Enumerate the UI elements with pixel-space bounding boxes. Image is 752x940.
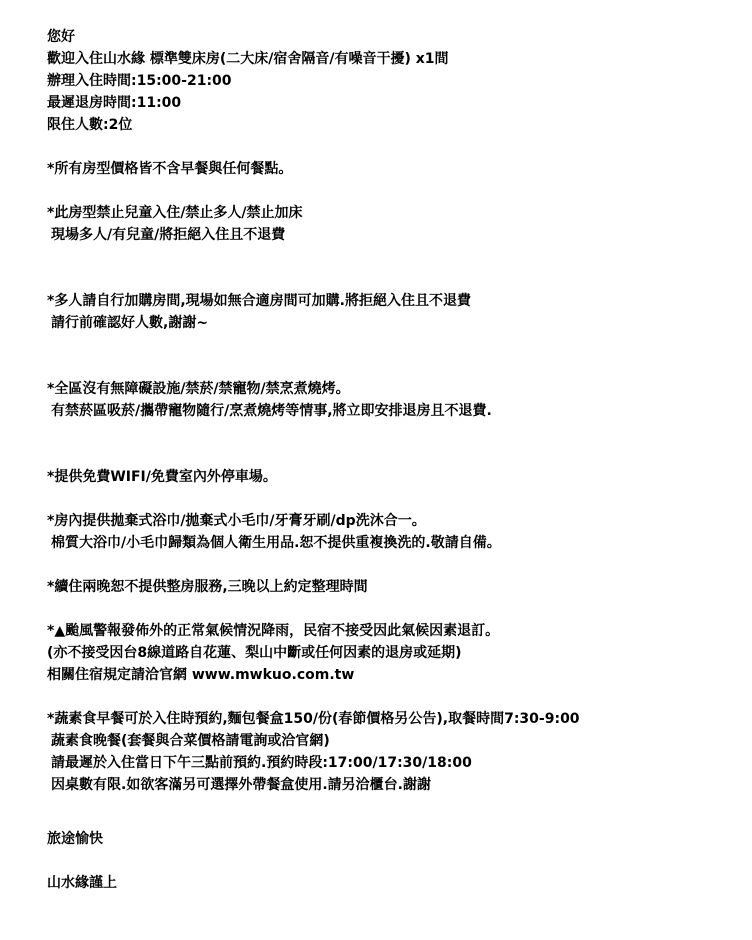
breakfast-booking: *蔬素食早餐可於入住時預約,麵包餐盒150/份(春節價格另公告),取餐時間7:30-9:00	[47, 711, 580, 727]
wifi-parking-note: *提供免費WIFI/免費室內外停車場。	[47, 469, 277, 485]
occupancy-limit: 限住人數:2位	[47, 117, 133, 133]
facility-rules-detail: 有禁菸區吸菸/攜帶寵物隨行/烹煮燒烤等情事,將立即安排退房且不退費.	[51, 403, 492, 419]
letter-body	[47, 26, 747, 894]
dinner-booking: 蔬素食晚餐(套餐與合菜價格請電詢或洽官網)	[51, 733, 330, 749]
farewell: 旅途愉快	[47, 831, 103, 847]
housekeeping-note: *續住兩晚恕不提供整房服務,三晚以上約定整理時間	[47, 579, 368, 595]
greeting: 您好	[47, 29, 75, 45]
extra-people-rule: *多人請自行加購房間,現場如無合適房間可加購.將拒絕入住且不退費	[47, 293, 471, 309]
no-children-rule-detail: 現場多人/有兒童/將拒絕入住且不退費	[51, 227, 286, 243]
typhoon-policy: *▲颱風警報發佈外的正常氣候情況降雨，民宿不接受因此氣候因素退訂。	[47, 623, 500, 639]
dinner-booking-note: 因桌數有限.如欲客滿另可選擇外帶餐盒使用.請另洽櫃台.謝謝	[51, 777, 431, 793]
room-intro: 歡迎入住山水緣 標準雙床房(二大床/宿舍隔音/有噪音干擾) x1間	[47, 51, 449, 67]
dinner-booking-deadline: 請最遲於入住當日下午三點前預約.預約時段:17:00/17:30/18:00	[51, 755, 472, 771]
signature: 山水緣謹上	[47, 875, 117, 891]
amenities-note-detail: 棉質大浴巾/小毛巾歸類為個人衛生用品.恕不提供重複換洗的.敬請自備。	[51, 535, 501, 551]
facility-rules: *全區沒有無障礙設施/禁菸/禁寵物/禁烹煮燒烤。	[47, 381, 350, 397]
no-children-rule: *此房型禁止兒童入住/禁止多人/禁止加床	[47, 205, 303, 221]
extra-people-rule-detail: 請行前確認好人數,謝謝~	[51, 315, 209, 331]
checkout-time: 最遲退房時間:11:00	[47, 95, 182, 111]
website-reference: 相關住宿規定請洽官網 www.mwkuo.com.tw	[47, 667, 355, 683]
amenities-note: *房內提供拋棄式浴巾/拋棄式小毛巾/牙膏牙刷/dp洗沐合一。	[47, 513, 426, 529]
checkin-time: 辦理入住時間:15:00-21:00	[47, 73, 232, 89]
typhoon-policy-detail: (亦不接受因台8線道路自花蓮、梨山中斷或任何因素的退房或延期)	[47, 645, 462, 661]
no-breakfast-note: *所有房型價格皆不含早餐與任何餐點。	[47, 161, 293, 177]
